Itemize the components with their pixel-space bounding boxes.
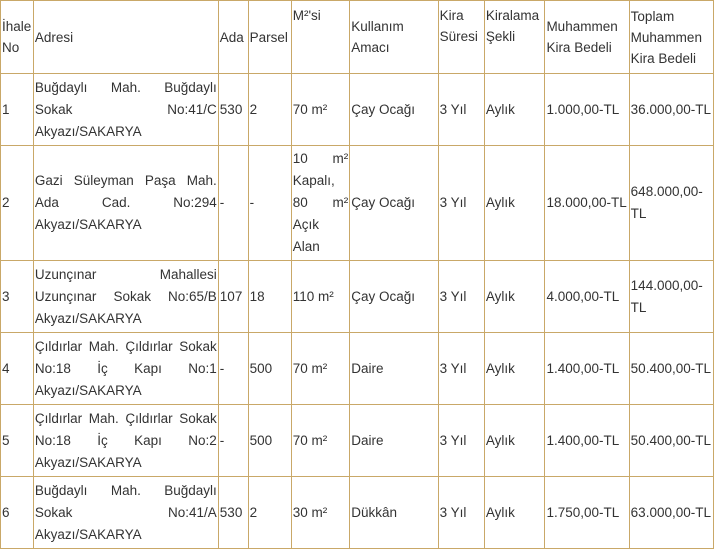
cell-ada: - [218, 146, 248, 261]
cell-muhammen: 1.750,00-TL [545, 477, 629, 549]
header-adres: Adresi [33, 1, 218, 74]
table-row [1, 405, 714, 477]
cell-ada: 107 [218, 261, 248, 333]
cell-toplam: 144.000,00-TL [629, 261, 713, 333]
cell-no: 1 [1, 74, 34, 146]
cell-sure: 3 Yıl [438, 333, 484, 405]
cell-adres: Çıldırlar Mah. Çıldırlar Sokak No:18 İç Kapı No:1 Akyazı/SAKARYA [33, 333, 218, 405]
cell-adres: Buğdaylı Mah. Buğdaylı Sokak No:41/C Akyazı/SAKARYA [33, 74, 218, 146]
cell-no: 4 [1, 333, 34, 405]
cell-no: 3 [1, 261, 34, 333]
table-row [1, 261, 714, 333]
cell-kullanim: Çay Ocağı [350, 74, 438, 146]
cell-m2: 70 m² [291, 333, 350, 405]
cell-muhammen: 18.000,00-TL [545, 146, 629, 261]
cell-sekil: Aylık [484, 333, 545, 405]
cell-ada: - [218, 333, 248, 405]
cell-sure: 3 Yıl [438, 261, 484, 333]
table-row [1, 333, 714, 405]
cell-parsel: 500 [248, 405, 291, 477]
cell-toplam: 648.000,00-TL [629, 146, 713, 261]
cell-m2: 10 m² Kapalı, 80 m² Açık Alan [291, 146, 350, 261]
cell-ada: 530 [218, 74, 248, 146]
cell-parsel: - [248, 146, 291, 261]
cell-no: 2 [1, 146, 34, 261]
cell-kullanim: Dükkân [350, 477, 438, 549]
cell-m2: 70 m² [291, 74, 350, 146]
cell-ada: - [218, 405, 248, 477]
cell-parsel: 18 [248, 261, 291, 333]
cell-parsel: 500 [248, 333, 291, 405]
table-row [1, 477, 714, 549]
cell-muhammen: 1.400,00-TL [545, 333, 629, 405]
cell-adres: Buğdaylı Mah. Buğdaylı Sokak No:41/A Akyazı/SAKARYA [33, 477, 218, 549]
cell-kullanim: Çay Ocağı [350, 261, 438, 333]
cell-m2: 70 m² [291, 405, 350, 477]
cell-toplam: 63.000,00-TL [629, 477, 713, 549]
cell-muhammen: 4.000,00-TL [545, 261, 629, 333]
cell-sekil: Aylık [484, 477, 545, 549]
cell-sekil: Aylık [484, 405, 545, 477]
cell-parsel: 2 [248, 74, 291, 146]
cell-adres: Gazi Süleyman Paşa Mah. Ada Cad. No:294 Akyazı/SAKARYA [33, 146, 218, 261]
cell-sekil: Aylık [484, 261, 545, 333]
cell-toplam: 50.400,00-TL [629, 405, 713, 477]
cell-kullanim: Çay Ocağı [350, 146, 438, 261]
cell-sure: 3 Yıl [438, 74, 484, 146]
header-no: İhale No [1, 1, 34, 74]
header-kullanim: Kullanım Amacı [350, 1, 438, 74]
cell-no: 6 [1, 477, 34, 549]
table-header-row [1, 1, 714, 74]
cell-m2: 30 m² [291, 477, 350, 549]
header-parsel: Parsel [248, 1, 291, 74]
table-row [1, 146, 714, 261]
cell-parsel: 2 [248, 477, 291, 549]
header-toplam: Toplam Muhammen Kira Bedeli [629, 1, 713, 74]
cell-sekil: Aylık [484, 146, 545, 261]
header-muhammen: Muhammen Kira Bedeli [545, 1, 629, 74]
cell-sure: 3 Yıl [438, 405, 484, 477]
cell-adres: Çıldırlar Mah. Çıldırlar Sokak No:18 İç Kapı No:2 Akyazı/SAKARYA [33, 405, 218, 477]
cell-no: 5 [1, 405, 34, 477]
cell-m2: 110 m² [291, 261, 350, 333]
cell-toplam: 36.000,00-TL [629, 74, 713, 146]
cell-muhammen: 1.000,00-TL [545, 74, 629, 146]
cell-kullanim: Daire [350, 405, 438, 477]
cell-sure: 3 Yıl [438, 146, 484, 261]
cell-toplam: 50.400,00-TL [629, 333, 713, 405]
cell-ada: 530 [218, 477, 248, 549]
table-row [1, 74, 714, 146]
cell-sekil: Aylık [484, 74, 545, 146]
header-kiralama-sekli: Kiralama Şekli [484, 1, 545, 74]
cell-sure: 3 Yıl [438, 477, 484, 549]
header-ada: Ada [218, 1, 248, 74]
cell-kullanim: Daire [350, 333, 438, 405]
header-kira-suresi: Kira Süresi [438, 1, 484, 74]
header-m2: M²'si [291, 1, 350, 74]
cell-adres: Uzunçınar Mahallesi Uzunçınar Sokak No:65/B Akyazı/SAKARYA [33, 261, 218, 333]
cell-muhammen: 1.400,00-TL [545, 405, 629, 477]
